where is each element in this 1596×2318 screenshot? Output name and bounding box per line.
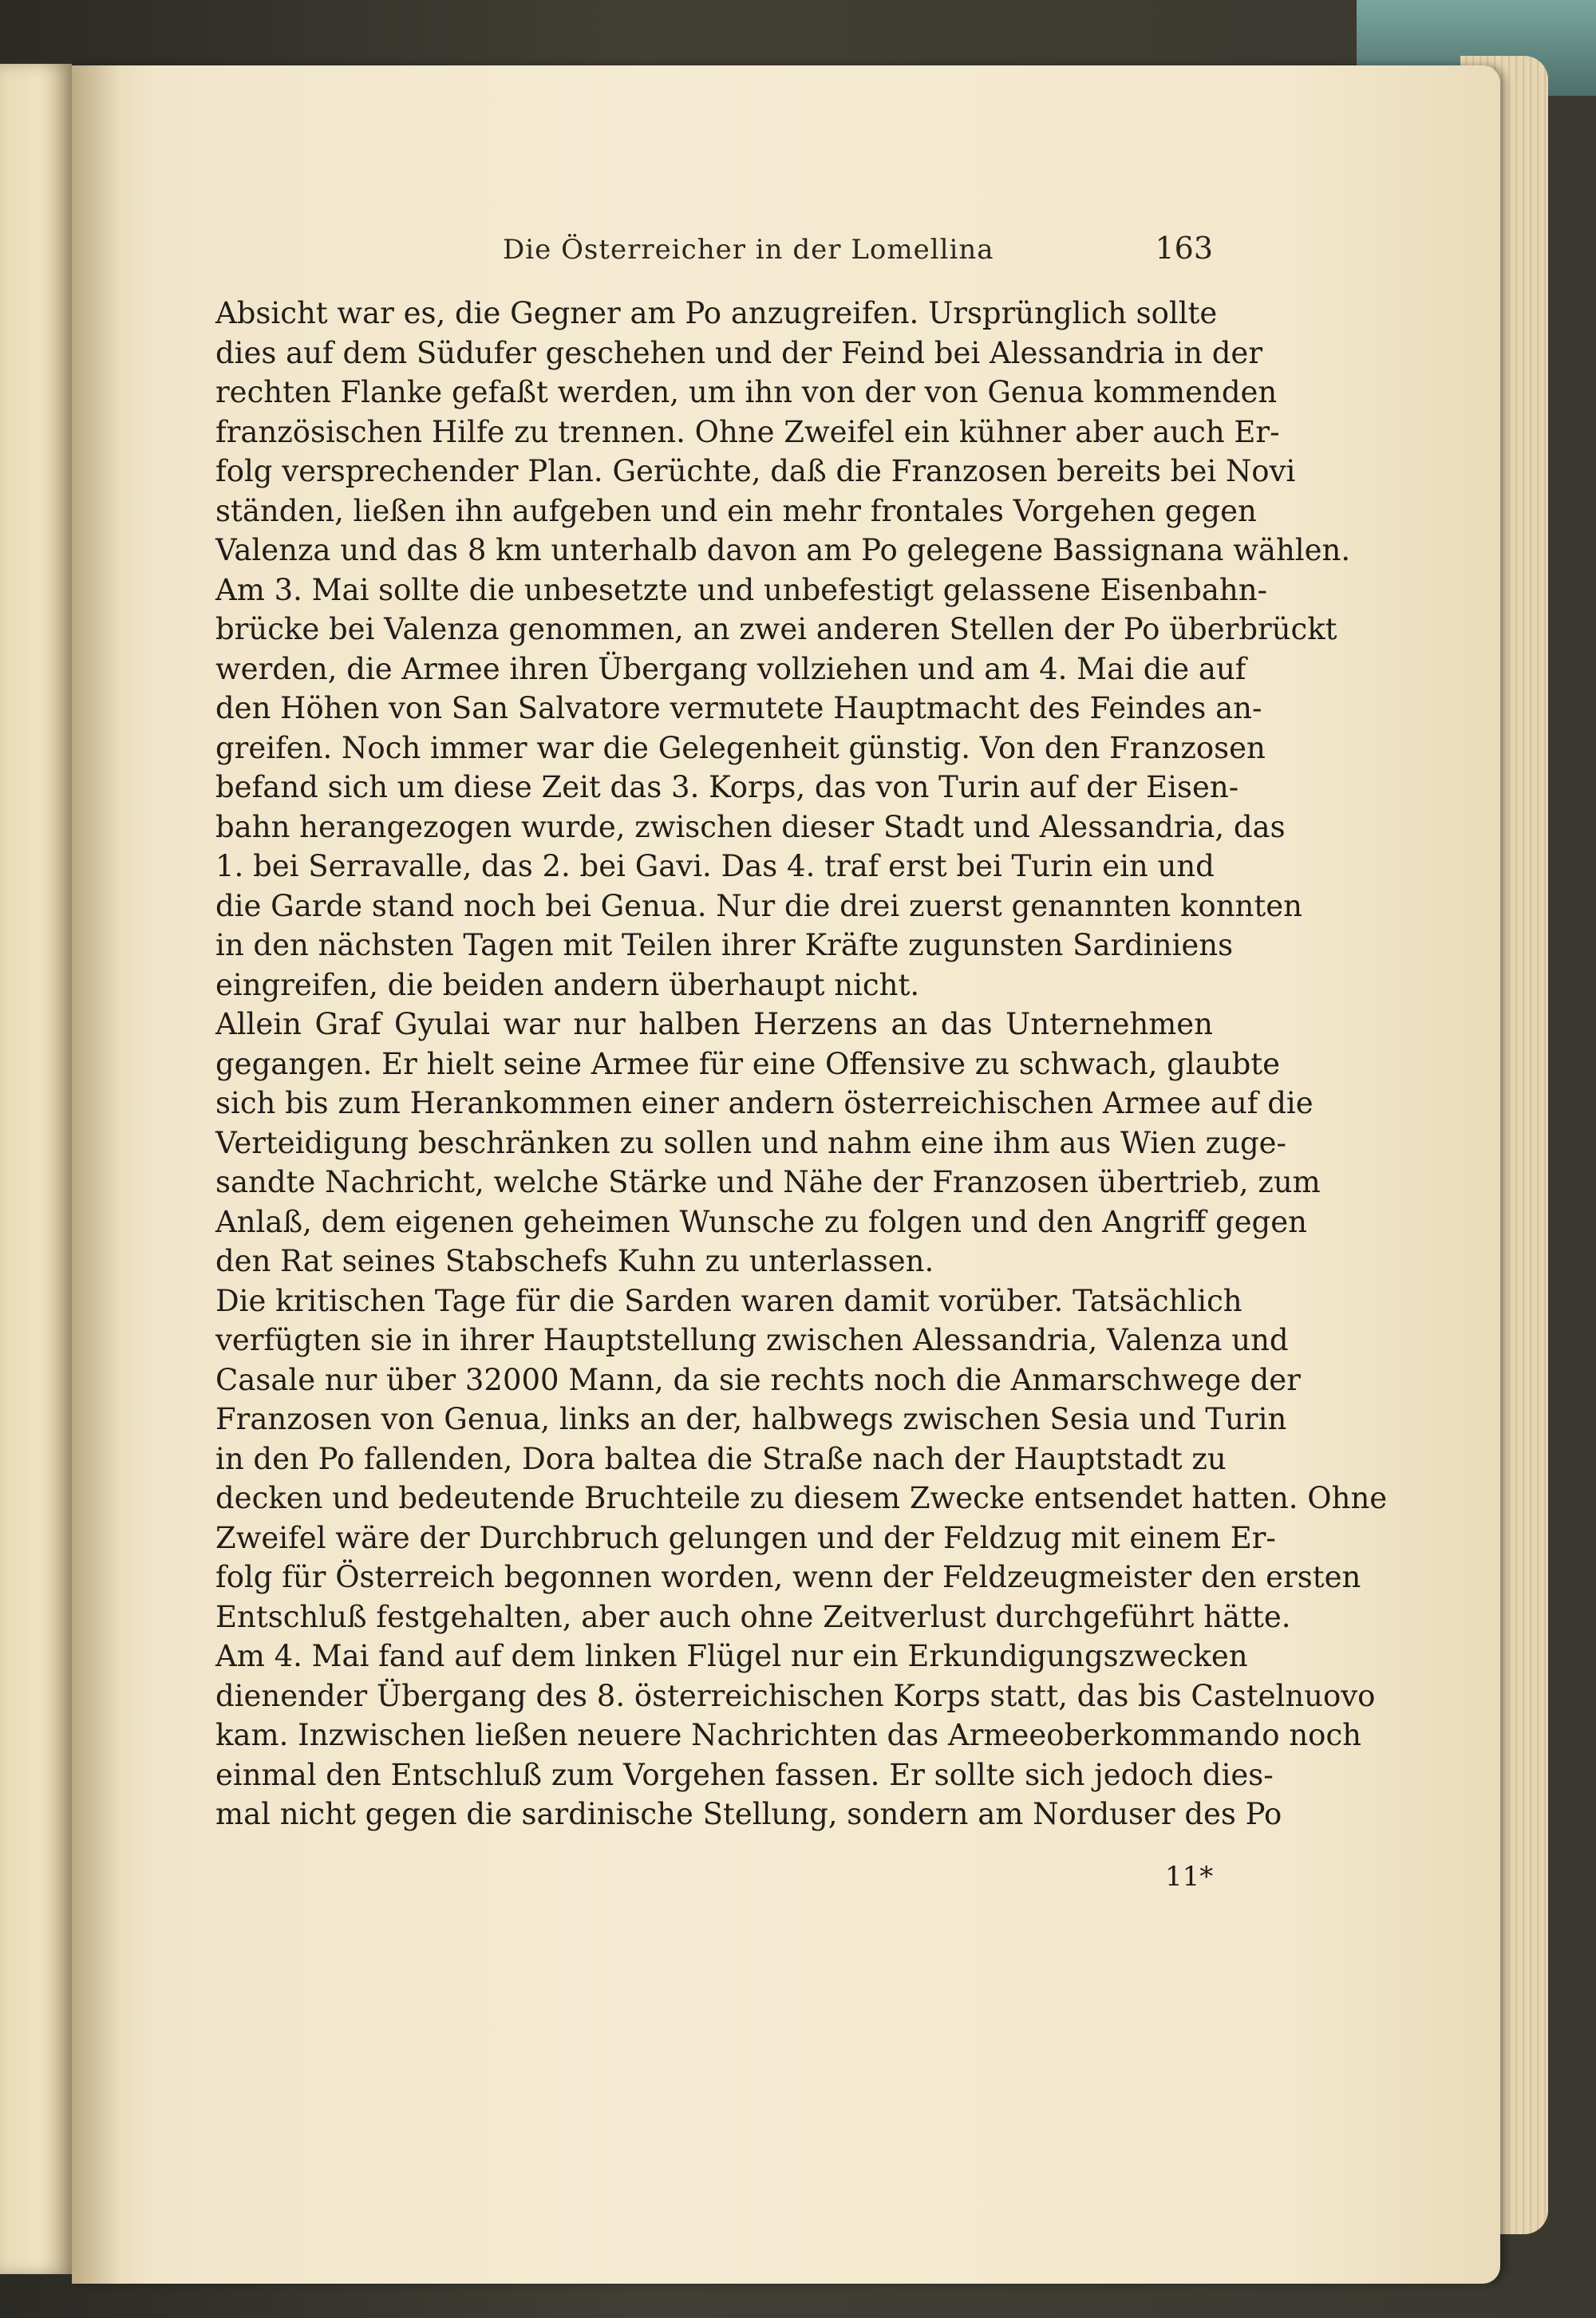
text-line: Am 3. Mai sollte die unbesetzte und unbefestigt gelassene Eisenbahn- [215,572,1268,607]
text-line: Entschluß festgehalten, aber auch ohne Zeitverlust durchgeführt hätte. [215,1599,1291,1634]
text-line: in den nächsten Tagen mit Teilen ihrer Kräfte zugunsten Sardiniens [215,928,1234,962]
text-line: brücke bei Valenza genommen, an zwei anderen Stellen der Po überbrückt [215,612,1337,646]
facing-page-edge [0,64,72,2274]
text-line: den Höhen von San Salvatore vermutete Hauptmacht des Feindes an- [215,691,1262,725]
text-line: bahn herangezogen wurde, zwischen dieser Stadt und Alessandria, das [215,809,1286,844]
text-line: Zweifel wäre der Durchbruch gelungen und der Feldzug mit einem Er- [215,1520,1276,1555]
running-head [239,231,1213,272]
text-line: dies auf dem Südufer geschehen und der Feind bei Alessandria in der [215,335,1263,370]
text-line: Casale nur über 32000 Mann, da sie rechts noch die Anmarschwege der [215,1362,1301,1397]
text-line: folg für Österreich begonnen worden, wenn der Feldzeugmeister den ersten [215,1560,1361,1594]
text-line: Valenza und das 8 km unterhalb davon am Po gelegene Bassignana wählen. [215,533,1351,567]
text-line: rechten Flanke gefaßt werden, um ihn von der von Genua kommenden [215,375,1278,409]
text-line: französischen Hilfe zu trennen. Ohne Zweifel ein kühner aber auch Er- [215,414,1280,449]
text-line: Am 4. Mai fand auf dem linken Flügel nur ein Erkundigungszwecken [215,1639,1248,1673]
signature-mark: 11* [1165,1861,1214,1893]
text-line: decken und bedeutende Bruchteile zu diesem Zwecke entsendet hatten. Ohne [215,1481,1388,1515]
text-line: 1. bei Serravalle, das 2. bei Gavi. Das 4. traf erst bei Turin ein und [215,849,1215,883]
body-text [215,294,1388,1834]
text-line: Anlaß, dem eigenen geheimen Wunsche zu folgen und den Angriff gegen [215,1204,1307,1239]
text-line: Absicht war es, die Gegner am Po anzugreifen. Ursprünglich sollte [215,296,1218,330]
text-line: ständen, ließen ihn aufgeben und ein mehr frontales Vorgehen gegen [215,493,1257,528]
running-title: Die Österreicher in der Lomellina [503,234,994,266]
text-line: Allein Graf Gyulai war nur halben Herzens an das Unternehmen [215,1007,1213,1041]
text-line: die Garde stand noch bei Genua. Nur die drei zuerst genannten konnten [215,888,1302,923]
text-line: greifen. Noch immer war die Gelegenheit günstig. Von den Franzosen [215,730,1266,765]
text-line: in den Po fallenden, Dora baltea die Straße nach der Hauptstadt zu [215,1441,1227,1476]
text-line: gegangen. Er hielt seine Armee für eine Offensive zu schwach, glaubte [215,1046,1281,1081]
page-number: 163 [1155,231,1213,266]
text-line: kam. Inzwischen ließen neuere Nachrichten das Armeeoberkommando noch [215,1718,1361,1752]
text-line: werden, die Armee ihren Übergang vollziehen und am 4. Mai die auf [215,651,1246,686]
text-line: Verteidigung beschränken zu sollen und nahm eine ihm aus Wien zuge- [215,1125,1287,1160]
text-line: dienender Übergang des 8. österreichischen Korps statt, das bis Castelnuovo [215,1678,1376,1713]
text-line: mal nicht gegen die sardinische Stellung, sondern am Norduser des Po [215,1797,1282,1831]
gutter-shadow [72,65,120,2284]
text-line: verfügten sie in ihrer Hauptstellung zwischen Alessandria, Valenza und [215,1323,1289,1357]
text-line: sandte Nachricht, welche Stärke und Nähe der Franzosen übertrieb, zum [215,1165,1321,1199]
text-line: sich bis zum Herankommen einer andern österreichischen Armee auf die [215,1086,1314,1120]
text-line: Die kritischen Tage für die Sarden waren damit vorüber. Tatsächlich [215,1283,1242,1318]
text-line: folg versprechender Plan. Gerüchte, daß die Franzosen bereits bei Novi [215,454,1296,488]
text-line: eingreifen, die beiden andern überhaupt nicht. [215,967,920,1002]
text-line: einmal den Entschluß zum Vorgehen fassen. Er sollte sich jedoch dies- [215,1757,1274,1792]
text-line: den Rat seines Stabschefs Kuhn zu unterlassen. [215,1244,934,1278]
text-line: befand sich um diese Zeit das 3. Korps, das von Turin auf der Eisen- [215,770,1239,804]
text-line: Franzosen von Genua, links an der, halbwegs zwischen Sesia und Turin [215,1402,1287,1436]
